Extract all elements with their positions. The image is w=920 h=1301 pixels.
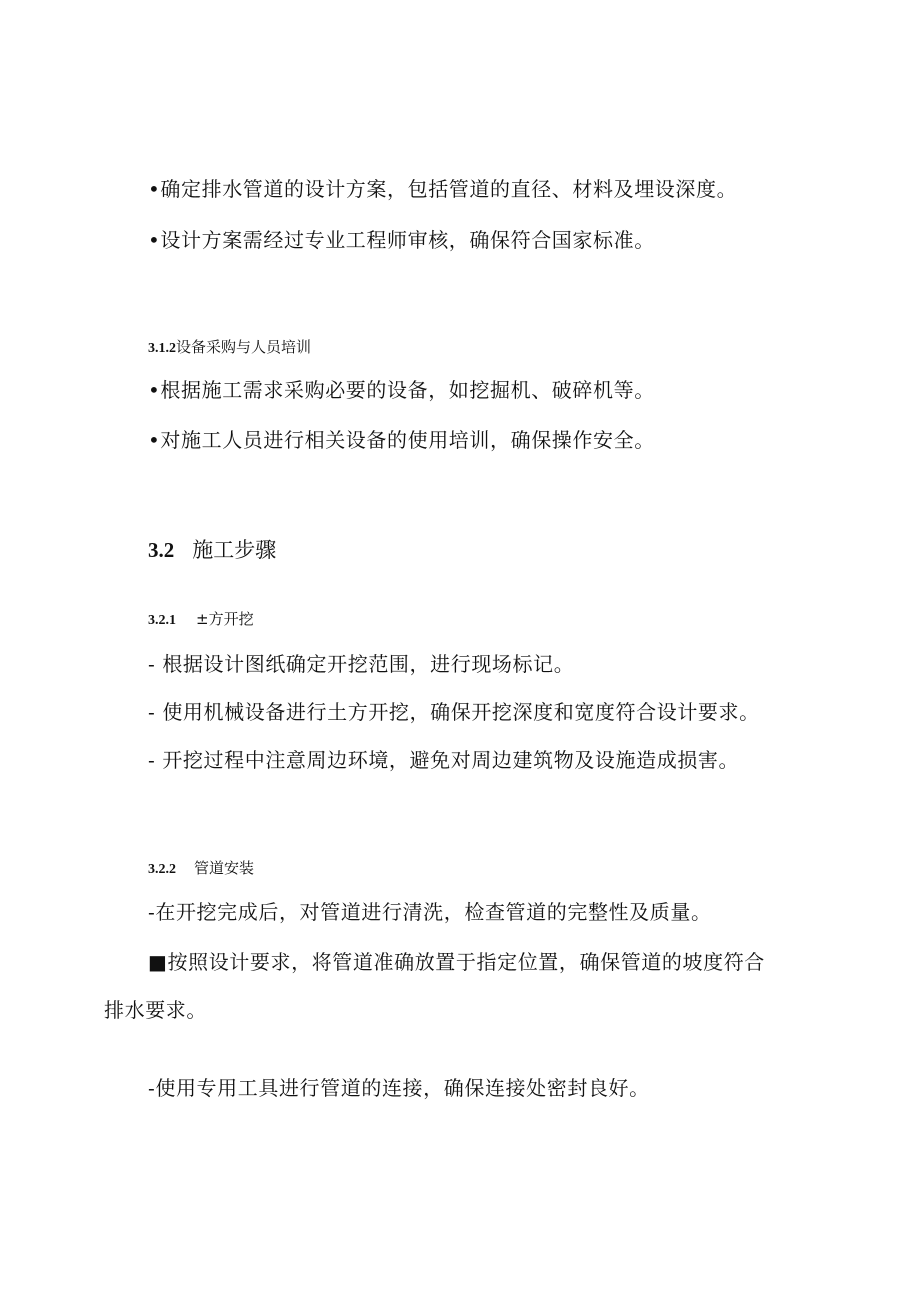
subsection-title: 设备采购与人员培训 <box>176 338 312 356</box>
section-number: 3.2 <box>148 538 175 562</box>
item-pipe-placement: ■按照设计要求，将管道准确放置于指定位置，确保管道的坡度符合 <box>148 950 765 974</box>
bullet-design-review: •设计方案需经过专业工程师审核，确保符合国家标准。 <box>148 228 655 252</box>
subsection-number: 3.1.2 <box>148 341 176 356</box>
dash-item-pipe-connection: -使用专用工具进行管道的连接，确保连接处密封良好。 <box>148 1076 650 1100</box>
section-title: 施工步骤 <box>192 538 277 562</box>
subsection-heading-3-2-1 <box>148 609 254 631</box>
subsection-number: 3.2.1 <box>148 613 176 628</box>
dash-item-surroundings: - 开挖过程中注意周边环境，避免对周边建筑物及设施造成损害。 <box>148 748 740 772</box>
dash-item-mechanical-excavation: - 使用机械设备进行土方开挖，确保开挖深度和宽度符合设计要求。 <box>148 700 760 724</box>
subsection-heading-3-2-2 <box>148 858 254 880</box>
section-heading-3-2 <box>148 537 276 563</box>
bullet-design-plan: •确定排水管道的设计方案，包括管道的直径、材料及埋设深度。 <box>148 177 738 201</box>
subsection-title: ±方开挖 <box>196 610 254 628</box>
dash-item-pipe-cleaning: -在开挖完成后，对管道进行清洗，检查管道的完整性及质量。 <box>148 900 712 924</box>
subsection-title: 管道安装 <box>194 859 255 877</box>
item-pipe-placement-continued: 排水要求。 <box>104 998 207 1022</box>
subsection-number: 3.2.2 <box>148 862 176 877</box>
bullet-staff-training: •对施工人员进行相关设备的使用培训，确保操作安全。 <box>148 428 655 452</box>
bullet-equipment-purchase: •根据施工需求采购必要的设备，如挖掘机、破碎机等。 <box>148 378 655 402</box>
subsection-heading-3-1-2 <box>148 337 311 359</box>
dash-item-excavation-range: - 根据设计图纸确定开挖范围，进行现场标记。 <box>148 652 575 676</box>
